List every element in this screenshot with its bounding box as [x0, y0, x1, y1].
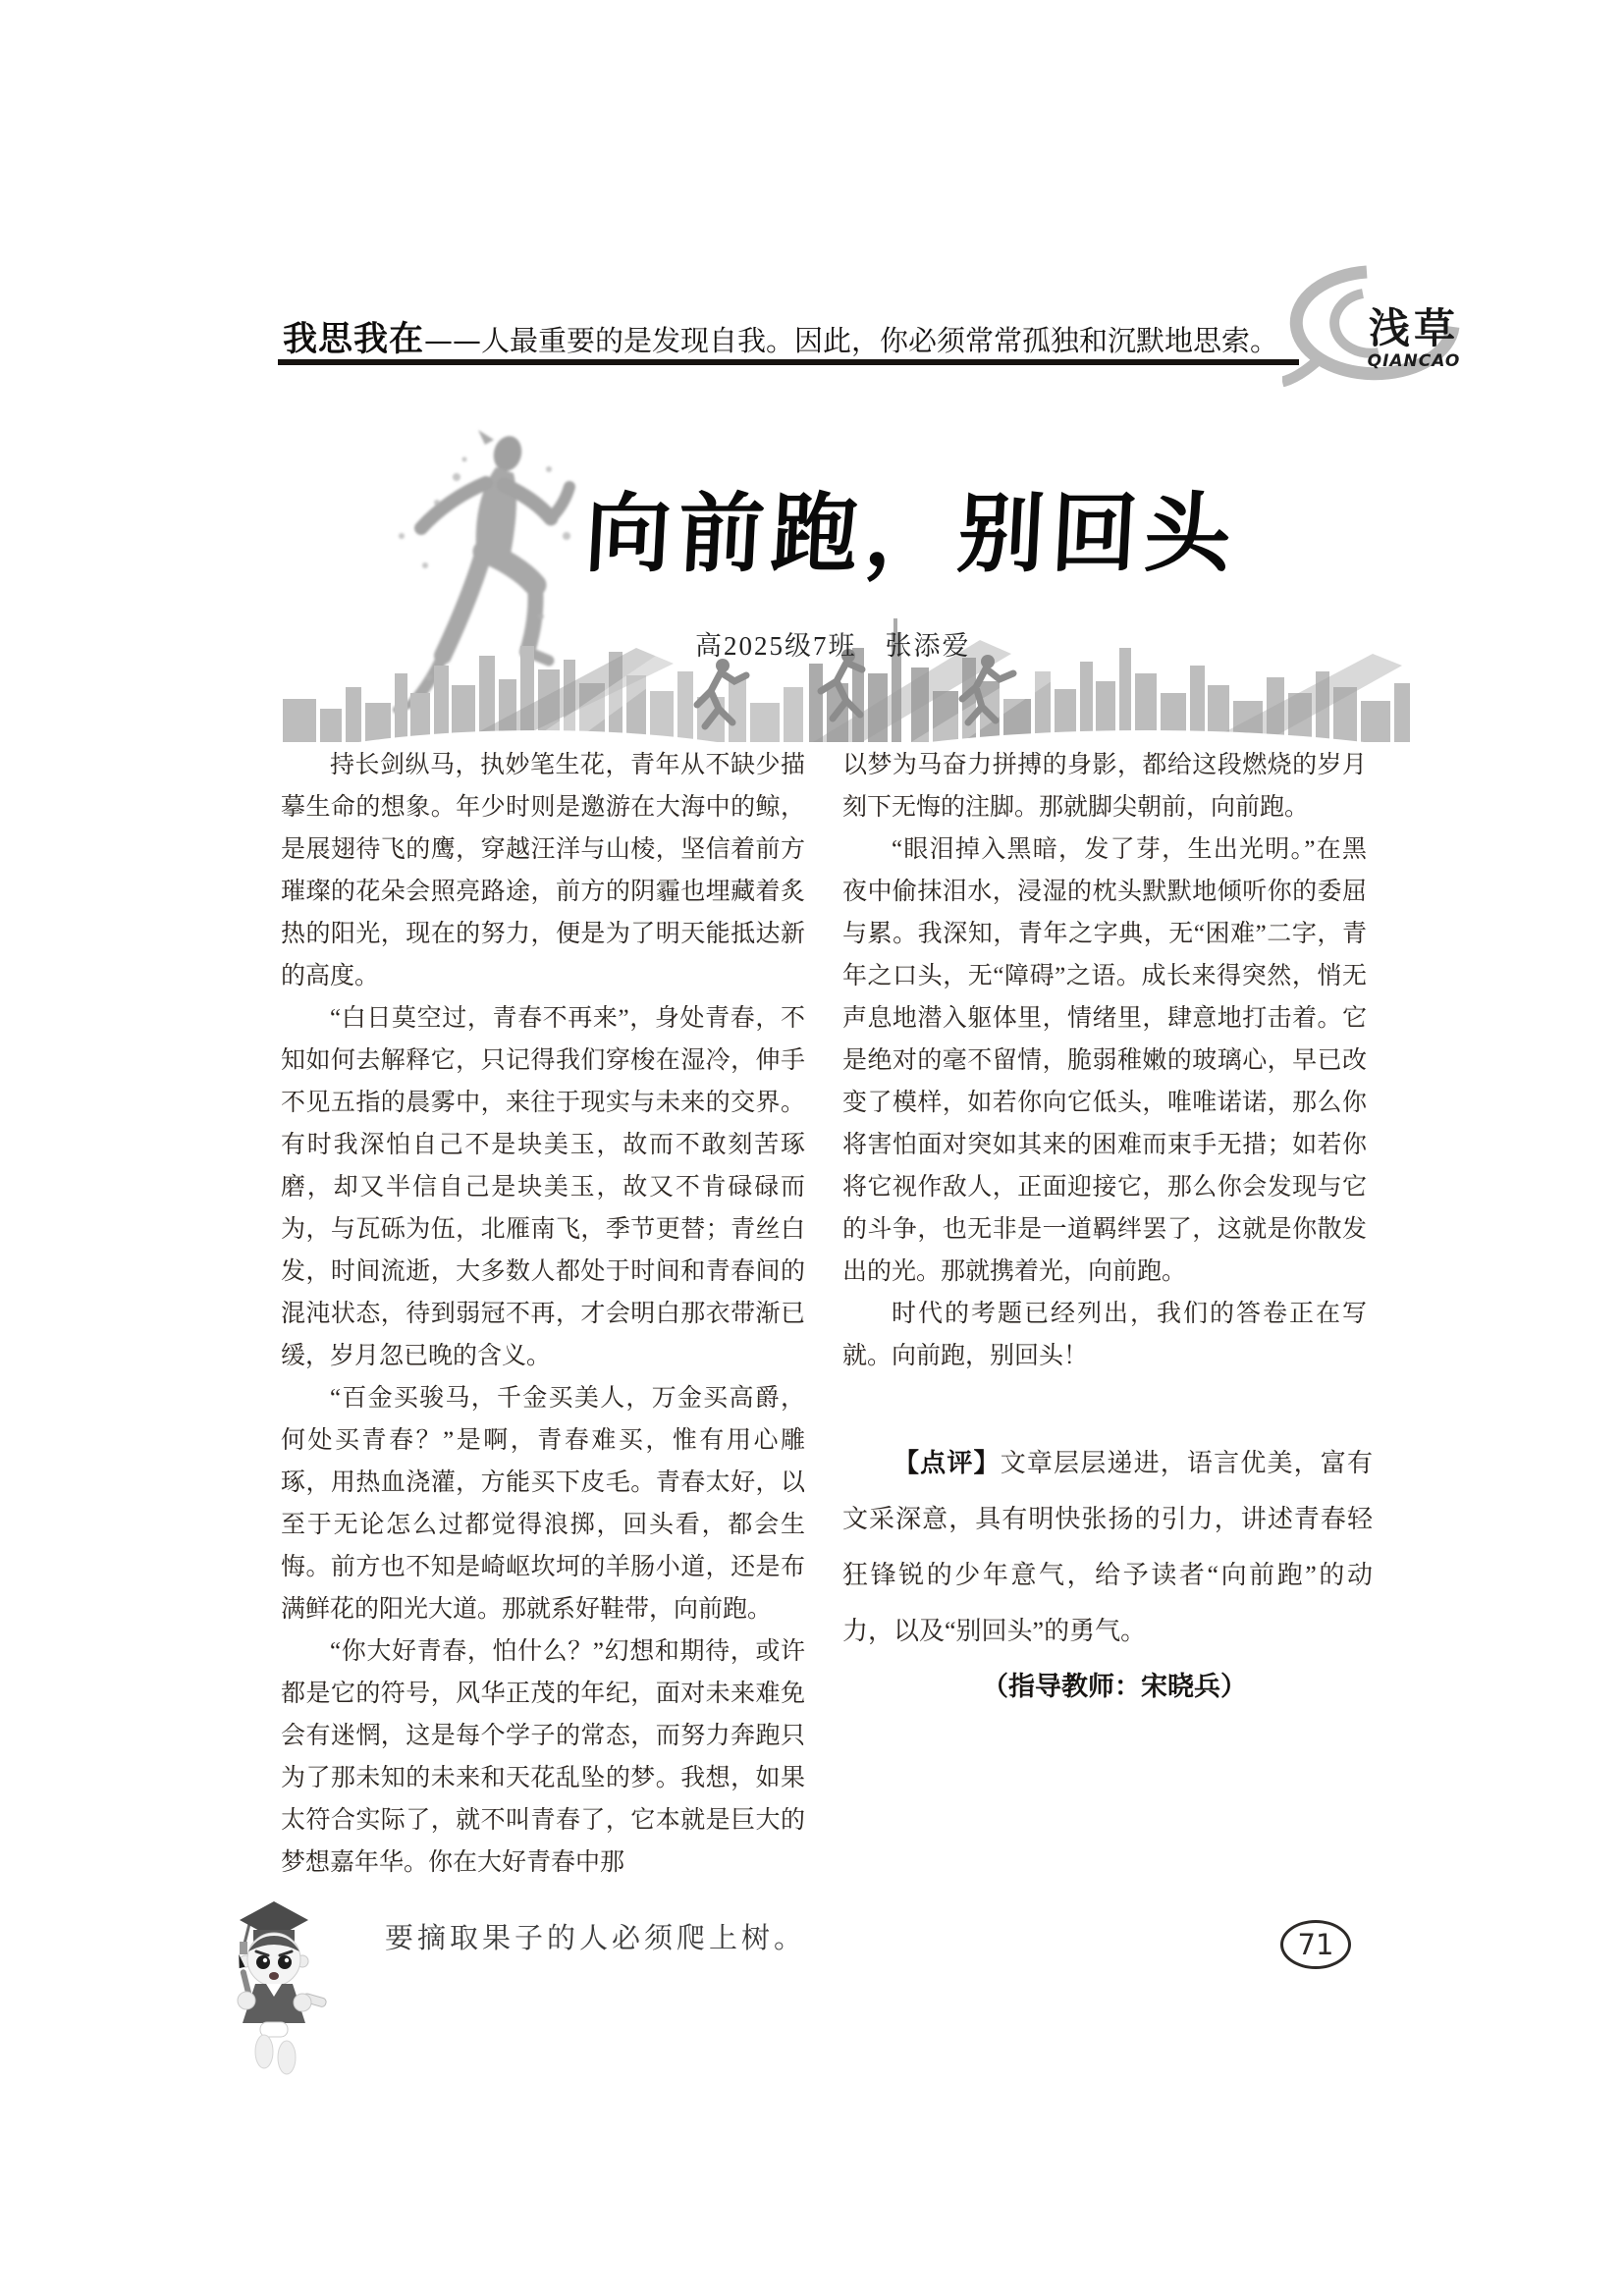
article-title: 向前跑，别回头 — [582, 488, 1241, 583]
logo-chinese-text: 浅草 — [1368, 304, 1460, 352]
column-title: 我思我在 — [283, 320, 425, 359]
left-text-column — [281, 744, 805, 1884]
logo-roman-text: QIANCAO — [1367, 351, 1461, 371]
paragraph: “你大好青春，怕什么？”幻想和期待，或许都是它的符号，风华正茂的年纪，面对未来难免会有迷惘，这是每个学子的常态，而努力奔跑只为了那未知的未来和天花乱坠的梦。我想，如果太符合实际了，就不叫青春了，它本就是巨大的梦想嘉年华。你在大好青春中那 — [281, 1638, 805, 1876]
comment-paragraph — [842, 1435, 1373, 1659]
paragraph: 时代的考题已经列出，我们的答卷正在写就。向前跑，别回头！ — [842, 1301, 1367, 1369]
comment-body: 文章层层递进，语言优美，富有文采深意，具有明快张扬的引力，讲述青春轻狂锋锐的少年意气，给予读者“向前跑”的动力，以及“别回头”的勇气。 — [842, 1449, 1373, 1645]
article-byline: 高2025级7班 张添爱 — [695, 631, 971, 661]
paragraph: “百金买骏马，千金买美人，万金买高爵，何处买青春？”是啊，青春难买，惟有用心雕琢，用热血浇灌，方能买下皮毛。青春太好，以至于无论怎么过都觉得浪掷，回头看，都会生悔。前方也不知是崎岖坎坷的羊肠小道，还是布满鲜花的阳光大道。那就系好鞋带，向前跑。 — [281, 1385, 805, 1623]
mascot-icon — [216, 1887, 332, 2083]
paragraph: “眼泪掉入黑暗，发了芽，生出光明。”在黑夜中偷抹泪水，浸湿的枕头默默地倾听你的委屈与累。我深知，青年之字典，无“困难”二字，青年之口头，无“障碍”之语。成长来得突然，悄无声息地潜入躯体里，情绪里，肆意地打击着。它是绝对的毫不留情，脆弱稚嫩的玻璃心，早已改变了模样，如若你向它低头，唯唯诺诺，那么你将害怕面对突如其来的困难而束手无措；如若你将它视作敌人，正面迎接它，那么你会发现与它的斗争，也无非是一道羁绊罢了，这就是你散发出的光。那就携着光，向前跑。 — [842, 836, 1367, 1285]
footer-quote: 要摘取果子的人必须爬上树。 — [379, 1914, 812, 1958]
comment-label: 【点评】 — [893, 1449, 1001, 1477]
paragraph: “白日莫空过，青春不再来”，身处青春，不知如何去解释它，只记得我们穿梭在湿冷，伸手不见五指的晨雾中，来往于现实与未来的交界。有时我深怕自己不是块美玉，故而不敢刻苦琢磨，却又半信自己是块美玉，故又不肯碌碌而为，与瓦砾为伍，北雁南飞，季节更替；青丝白发，时间流逝，大多数人都处于时间和青春间的混沌状态，待到弱冠不再，才会明白那衣带渐已缓，岁月忽已晚的含义。 — [281, 1005, 805, 1369]
header-rule — [278, 359, 1299, 365]
teacher-credit: （指导教师：宋晓兵） — [982, 1672, 1247, 1702]
right-text-column — [842, 744, 1367, 1377]
header-motto: ——人最重要的是发现自我。因此，你必须常常孤独和沉默地思索。 — [424, 324, 1279, 357]
page-header — [283, 312, 1284, 361]
paragraph: 以梦为马奋力拼搏的身影，都给这段燃烧的岁月刻下无悔的注脚。那就脚尖朝前，向前跑。 — [842, 752, 1367, 821]
paragraph: 持长剑纵马，执妙笔生花，青年从不缺少描摹生命的想象。年少时则是邀游在大海中的鲸，是展翅待飞的鹰，穿越汪洋与山棱，坚信着前方璀璨的花朵会照亮路途，前方的阴霾也埋藏着炙热的阳光，现在的努力，便是为了明天能抵达新的高度。 — [281, 752, 805, 989]
comment-block — [842, 1435, 1373, 1703]
qiancao-logo — [1282, 263, 1461, 387]
page-number-value: 71 — [1297, 1928, 1334, 1961]
page-number — [1280, 1920, 1351, 1969]
